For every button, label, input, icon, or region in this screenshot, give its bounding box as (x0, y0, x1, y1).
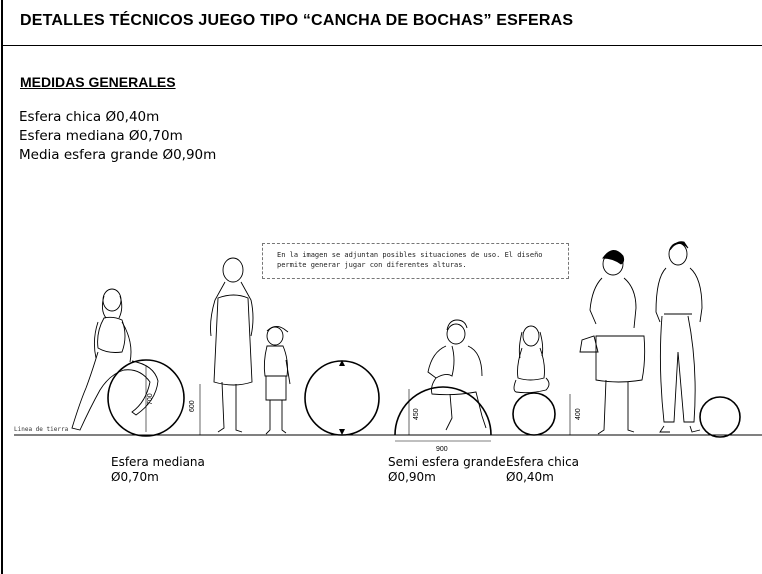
sphere-markers (339, 360, 345, 435)
caption-semi-size: Ø0,90m (388, 470, 436, 484)
page-title: DETALLES TÉCNICOS JUEGO TIPO “CANCHA DE BOCHAS” ESFERAS (20, 12, 574, 29)
caption-mediana-size: Ø0,70m (111, 470, 159, 484)
caption-chica-size: Ø0,40m (506, 470, 554, 484)
usage-note-line-1: En la imagen se adjuntan posibles situaciones de uso. El diseño (277, 251, 543, 259)
figure-woman-bag (580, 250, 645, 434)
ground-label: Linea de tierra (14, 426, 69, 433)
dim-label-semi-height: 450 (413, 408, 420, 420)
caption-mediana-name: Esfera mediana (111, 455, 205, 469)
caption-semi (388, 455, 506, 485)
measure-item: Esfera mediana Ø0,70m (19, 128, 183, 144)
caption-chica (506, 455, 579, 485)
figure-girl-sitting (514, 326, 549, 393)
caption-mediana (111, 455, 205, 485)
measure-item: Media esfera grande Ø0,90m (19, 147, 217, 163)
figure-child (264, 326, 290, 434)
section-title: MEDIDAS GENERALES (20, 74, 176, 90)
figure-man-sitting (428, 320, 486, 430)
measure-item: Esfera chica Ø0,40m (19, 109, 160, 125)
dim-label-mediana: 700 (147, 393, 154, 405)
caption-semi-name: Semi esfera grande (388, 455, 506, 469)
dim-label-person: 600 (189, 400, 196, 412)
dim-label-chica: 400 (575, 408, 582, 420)
caption-chica-name: Esfera chica (506, 455, 580, 469)
usage-note-line-2: permite generar jugar con diferentes alturas. (277, 261, 467, 269)
sphere-chica-standalone (700, 397, 740, 437)
sphere-mediana-standalone (305, 361, 379, 435)
figure-woman-standing (211, 258, 254, 432)
sphere-chica (513, 393, 555, 435)
figure-woman-tall (656, 242, 702, 432)
dim-label-semi-width: 900 (436, 446, 448, 453)
